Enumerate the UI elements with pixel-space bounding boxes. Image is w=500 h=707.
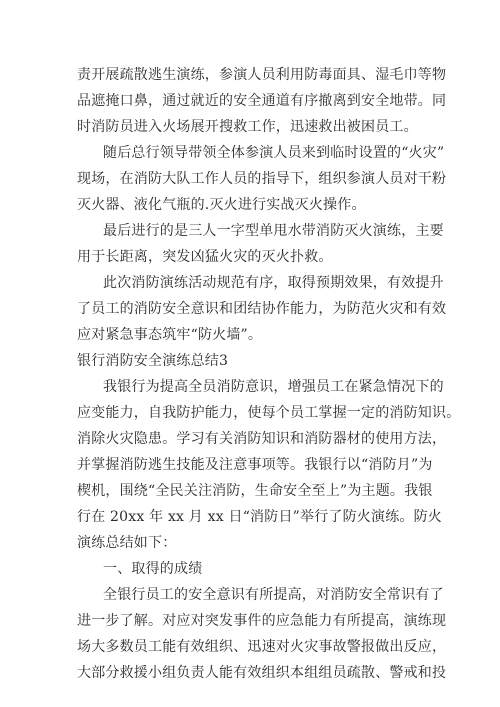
text-line: 演练总结如下： [77,535,177,551]
text-line: 全银行员工的安全意识有所提高，对消防安全常识有了 [103,587,444,603]
section-title: 银行消防安全演练总结3 [77,353,229,369]
text-line: 场大多数员工能有效组织、迅速对火灾事故警报做出反应， [77,639,447,655]
text-line: 此次消防演练活动规范有序，取得预期效果，有效提升 [103,275,444,291]
text-line: 消除火灾隐患。学习有关消防知识和消防器材的使用方法， [77,431,447,447]
text-line: 时消防员进入火场展开搜救工作，迅速救出被困员工。 [77,119,418,135]
text-line: 责开展疏散逃生演练，参演人员利用防毒面具、湿毛巾等物 [77,67,447,83]
text-line: 现场，在消防大队工作人员的指导下，组织参演人员对干粉 [77,171,447,187]
text-line: 用于长距离，突发凶猛火灾的灭火扑救。 [77,249,333,265]
text-line: 楔机，围绕“全民关注消防，生命安全至上”为主题。我银 [77,483,433,499]
text-line: 随后总行领导带领全体参演人员来到临时设置的“火灾” [103,145,445,161]
text-line: 应对紧急事态筑牢“防火墙”。 [77,327,263,343]
text-line: 大部分救援小组负责人能有效组织本组组员疏散、警戒和投 [77,665,447,681]
text-line: 最后进行的是三人一字型单甩水带消防灭火演练，主要 [103,223,444,239]
text-line: 品遮掩口鼻，通过就近的安全通道有序撤离到安全地带。同 [77,93,447,109]
subheading: 一、取得的成绩 [103,561,203,577]
text-line: 进一步了解。对应对突发事件的应急能力有所提高，演练现 [77,613,447,629]
text-line: 行在 20xx 年 xx 月 xx 日“消防日”举行了防火演练。防火 [77,509,443,525]
text-line: 我银行为提高全员消防意识，增强员工在紧急情况下的 [103,379,444,395]
text-line: 灭火器、液化气瓶的.灭火进行实战灭火操作。 [77,197,366,213]
text-line: 了员工的消防安全意识和团结协作能力，为防范火灾和有效 [77,301,447,317]
text-line: 应变能力，自我防护能力，使每个员工掌握一定的消防知识。 [77,405,461,421]
text-line: 并掌握消防逃生技能及注意事项等。我银行以“消防月”为 [77,457,433,473]
